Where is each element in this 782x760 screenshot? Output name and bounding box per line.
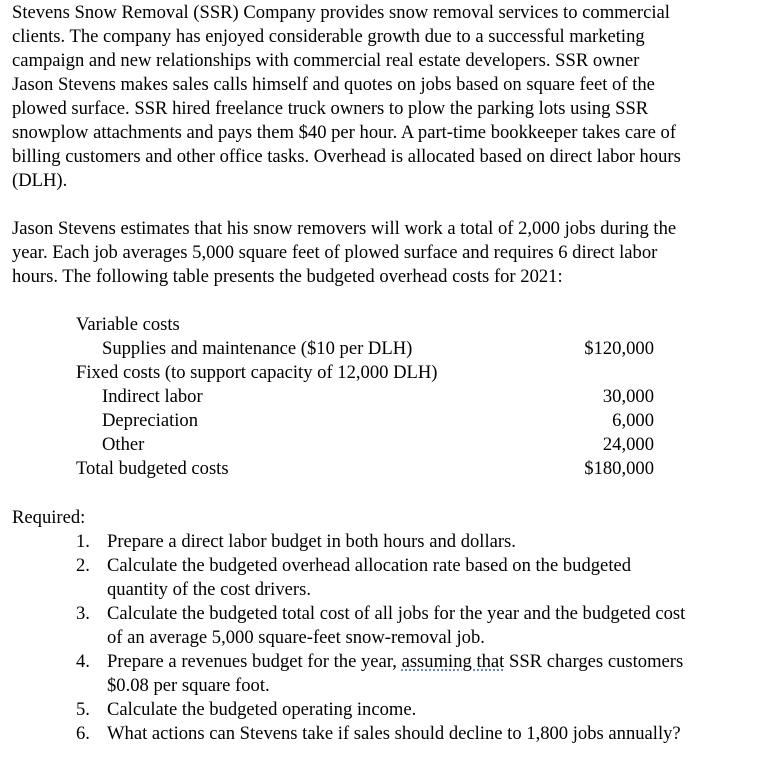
item-text-line xyxy=(107,650,767,674)
item-text: Calculate the budgeted overhead allocation rate based on the budgeted xyxy=(107,555,632,576)
text-line: snowplow attachments and pays them $40 per hour. A part-time bookkeeper takes care of xyxy=(12,122,677,143)
budget-row xyxy=(0,337,782,361)
budget-label: Indirect labor xyxy=(102,386,203,407)
text-line: hours. The following table presents the budgeted overhead costs for 2021: xyxy=(12,266,563,287)
item-number: 5. xyxy=(76,699,90,720)
item-number: 1. xyxy=(76,531,90,552)
budget-row xyxy=(0,313,782,337)
budget-label: Variable costs xyxy=(76,314,180,335)
text-line: campaign and new relationships with commercial real estate developers. SSR owner xyxy=(12,50,640,71)
required-heading: Required: xyxy=(12,507,86,528)
text-line: Jason Stevens makes sales calls himself and quotes on jobs based on square feet of the xyxy=(12,74,655,95)
grammar-flagged-text: assuming that xyxy=(401,651,505,672)
budget-row xyxy=(0,457,782,481)
item-text: $0.08 per square foot. xyxy=(107,675,270,696)
item-text: Prepare a direct labor budget in both hours and dollars. xyxy=(107,531,516,552)
item-text: Calculate the budgeted total cost of all jobs for the year and the budgeted cost xyxy=(107,603,686,624)
item-text: What actions can Stevens take if sales should decline to 1,800 jobs annually? xyxy=(107,723,681,744)
list-item xyxy=(0,698,782,722)
item-text: of an average 5,000 square-feet snow-removal job. xyxy=(107,627,485,648)
budget-row xyxy=(0,409,782,433)
budget-row xyxy=(0,385,782,409)
text-line: Jason Stevens estimates that his snow removers will work a total of 2,000 jobs during the xyxy=(12,218,677,239)
item-text: quantity of the cost drivers. xyxy=(107,579,311,600)
text-line: plowed surface. SSR hired freelance truck owners to plow the parking lots using SSR xyxy=(12,98,649,119)
budget-label: Total budgeted costs xyxy=(76,458,229,479)
text-line: Stevens Snow Removal (SSR) Company provides snow removal services to commercial xyxy=(12,2,670,23)
text-line: year. Each job averages 5,000 square feet of plowed surface and requires 6 direct labor xyxy=(12,242,658,263)
list-item xyxy=(0,650,782,698)
budget-amount: 24,000 xyxy=(602,434,654,455)
text-line: clients. The company has enjoyed considerable growth due to a successful marketing xyxy=(12,26,645,47)
budget-label: Supplies and maintenance ($10 per DLH) xyxy=(102,338,413,359)
budget-label: Other xyxy=(102,434,145,455)
budget-amount: 30,000 xyxy=(602,386,654,407)
item-text: Prepare a revenues budget for the year, xyxy=(107,651,402,672)
intro-paragraph xyxy=(12,1,774,193)
budget-row xyxy=(0,361,782,385)
budget-label: Fixed costs (to support capacity of 12,000 DLH) xyxy=(76,362,438,383)
budget-amount: $120,000 xyxy=(584,338,654,359)
text-line: (DLH). xyxy=(12,170,68,191)
list-item xyxy=(0,602,782,650)
item-number: 4. xyxy=(76,651,90,672)
budget-amount: 6,000 xyxy=(612,410,654,431)
list-item xyxy=(0,554,782,602)
budget-amount: $180,000 xyxy=(584,458,654,479)
item-number: 3. xyxy=(76,603,90,624)
budget-row xyxy=(0,433,782,457)
item-text: Calculate the budgeted operating income. xyxy=(107,699,417,720)
list-item xyxy=(0,530,782,554)
text-line: billing customers and other office tasks. Overhead is allocated based on direct labor hours xyxy=(12,146,681,167)
item-number: 2. xyxy=(76,555,90,576)
item-number: 6. xyxy=(76,723,90,744)
required-list xyxy=(0,530,782,746)
item-text: SSR charges customers xyxy=(504,651,684,672)
list-item xyxy=(0,722,782,746)
budget-label: Depreciation xyxy=(102,410,199,431)
estimate-paragraph xyxy=(12,217,774,289)
